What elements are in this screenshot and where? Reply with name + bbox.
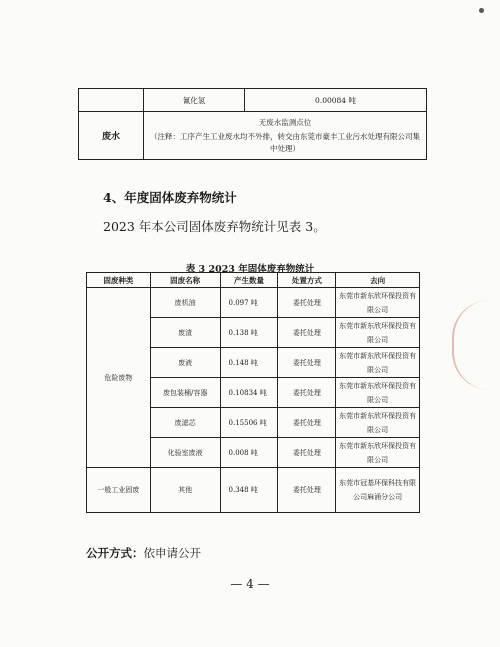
disclosure-line [86,545,201,561]
waste-destination: 东莞市新东欣环保投资有限公司 [336,438,420,468]
waste-quantity: 0.15506 吨 [220,408,278,438]
table-cell [79,89,144,112]
table-caption: 表 3 2023 年固体废弃物统计 [185,264,315,275]
waste-name: 废机油 [150,288,220,318]
waste-name: 废液 [150,348,220,378]
table-row [87,468,420,513]
header-name: 固废名称 [150,273,220,288]
table-row [79,112,427,160]
table-row [79,89,427,112]
waste-destination: 东莞市新东欣环保投资有限公司 [336,348,420,378]
intro-paragraph: 2023 年本公司固体废弃物统计见表 3。 [103,219,326,234]
waste-quantity: 0.097 吨 [220,288,278,318]
scan-mark [479,8,484,13]
header-category: 固废种类 [87,273,151,288]
wastewater-note-cell [144,112,427,160]
wastewater-note: （注释：工序产生工业废水均不外排，转交由东莞市豪丰工业污水处理有限公司集中处理） [150,131,420,153]
wastewater-table [78,88,427,160]
table-row [87,288,420,318]
pollutant-name: 氰化氢 [144,89,245,112]
waste-quantity: 0.148 吨 [220,348,278,378]
header-quantity: 产生数量 [220,273,278,288]
waste-quantity: 0.348 吨 [220,468,278,513]
solid-waste-table [86,272,420,513]
waste-quantity: 0.138 吨 [220,318,278,348]
waste-destination: 东莞市新东欣环保投资有限公司 [336,378,420,408]
waste-destination: 东莞市新东欣环保投资有限公司 [336,318,420,348]
waste-method: 委托处理 [278,288,336,318]
waste-method: 委托处理 [278,438,336,468]
waste-method: 委托处理 [278,318,336,348]
waste-name: 废滤芯 [150,408,220,438]
general-category: 一般工业固废 [87,468,151,513]
hazardous-category: 危险废物 [87,288,151,468]
header-method: 处置方式 [278,273,336,288]
seal-stamp-edge [452,300,490,390]
waste-method: 委托处理 [278,468,336,513]
disclosure-value: 依申请公开 [143,546,201,560]
wastewater-label: 废水 [79,112,144,160]
page-number: — 4 — [230,577,270,591]
section-heading: 4、年度固体废弃物统计 [103,190,237,205]
waste-method: 委托处理 [278,378,336,408]
waste-method: 委托处理 [278,408,336,438]
waste-method: 委托处理 [278,348,336,378]
waste-destination: 东莞市冠基环保科技有限公司麻涌分公司 [336,468,420,513]
waste-quantity: 0.008 吨 [220,438,278,468]
waste-destination: 东莞市新东欣环保投资有限公司 [336,288,420,318]
waste-quantity: 0.10834 吨 [220,378,278,408]
wastewater-note-title: 无废水监测点位 [258,117,312,127]
pollutant-amount: 0.00084 吨 [245,89,427,112]
waste-name: 其他 [150,468,220,513]
waste-name: 化验室废液 [150,438,220,468]
waste-name: 废包装桶/容器 [150,378,220,408]
header-destination: 去向 [336,273,420,288]
disclosure-label: 公开方式： [86,546,144,560]
waste-destination: 东莞市新东欣环保投资有限公司 [336,408,420,438]
table-header-row [87,273,420,288]
waste-name: 废渣 [150,318,220,348]
